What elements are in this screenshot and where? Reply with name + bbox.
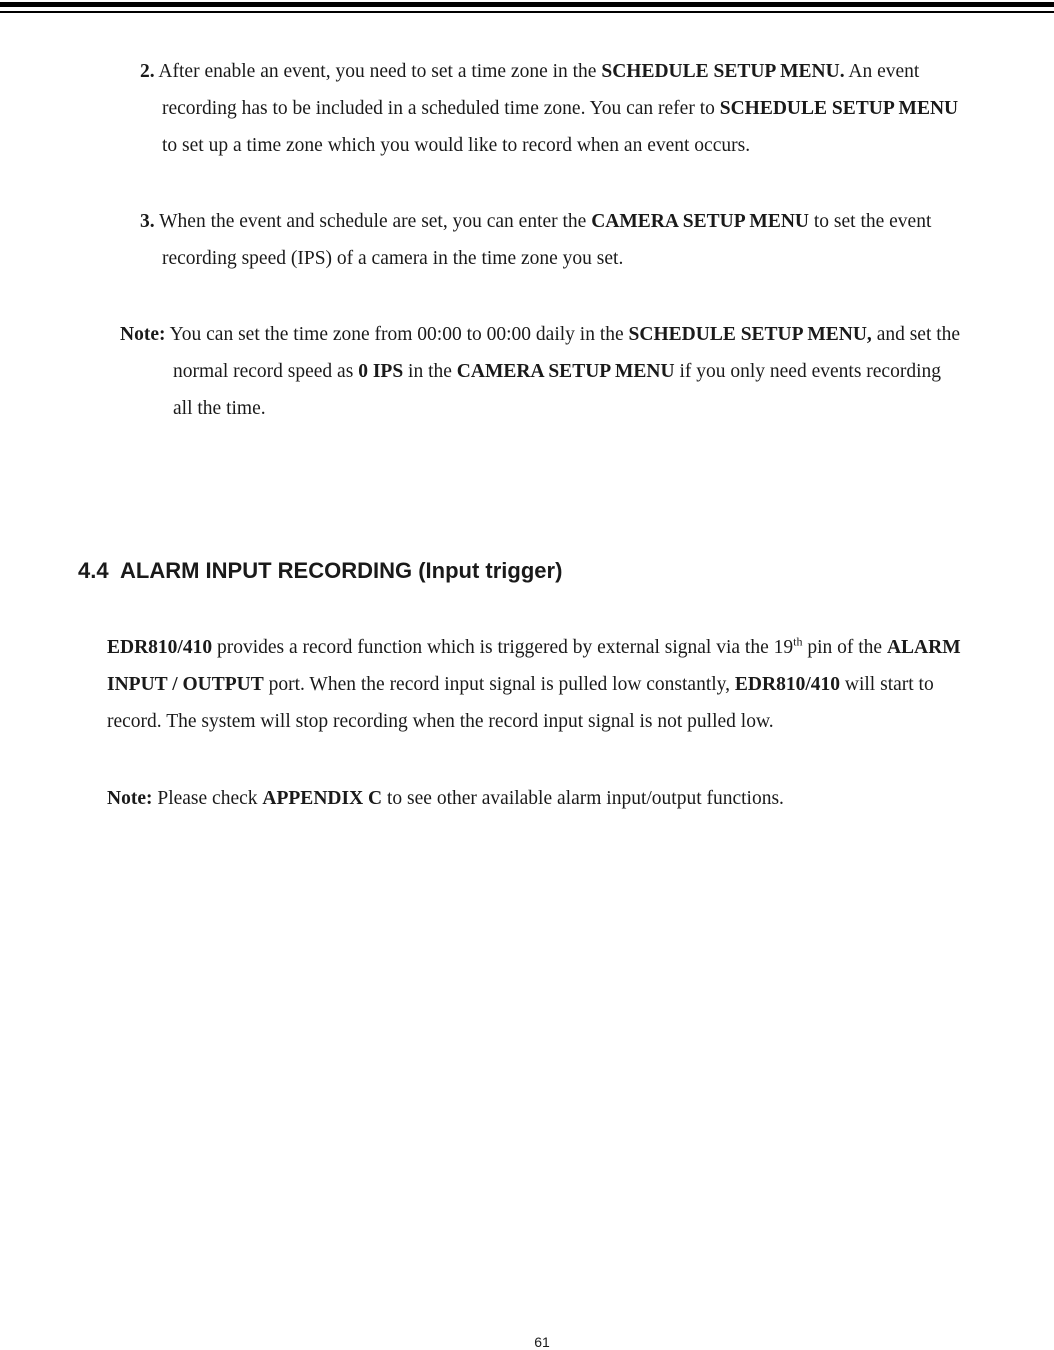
note-2-line: Note: Please check APPENDIX C to see other available alarm input/output functions. [107,788,784,809]
note-paragraph-1 [120,316,960,427]
section-heading: 4.4 ALARM INPUT RECORDING (Input trigger) [78,558,563,583]
step-3-number: 3. [140,211,155,232]
header-rule-thin [0,11,1054,13]
ordinal-suffix: th [793,634,803,649]
step-2-line-3: to set up a time zone which you would like to record when an event occurs. [162,135,751,156]
step-3-line-1: 3. When the event and schedule are set, you can enter the CAMERA SETUP MENU to set the event [140,211,932,232]
step-2-number: 2. [140,61,155,82]
note-paragraph-2 [107,780,784,817]
body-line-3: record. The system will stop recording when the record input signal is not pulled low. [107,711,774,732]
camera-setup-menu-ref: CAMERA SETUP MENU [591,211,809,232]
step-2-paragraph [140,53,958,164]
body-line-2: INPUT / OUTPUT port. When the record input signal is pulled low constantly, EDR810/410 will start to [107,674,934,695]
schedule-setup-menu-ref: SCHEDULE SETUP MENU [719,98,959,119]
header-rule-thick [0,2,1054,7]
step-2-line-2: recording has to be included in a scheduled time zone. You can refer to SCHEDULE SETUP MENU [162,98,959,119]
note-label: Note: [107,788,153,809]
note-1-line-1: Note: You can set the time zone from 00:00 to 00:00 daily in the SCHEDULE SETUP MENU, and set the [120,324,961,345]
step-3-line-2: recording speed (IPS) of a camera in the time zone you set. [162,248,624,269]
note-1-line-3: all the time. [173,398,266,419]
step-2-line-1: 2. After enable an event, you need to set a time zone in the SCHEDULE SETUP MENU. An event [140,61,920,82]
schedule-setup-menu-ref: SCHEDULE SETUP MENU. [601,61,845,82]
alarm-port-ref: ALARM [886,637,961,658]
note-1-line-2: normal record speed as 0 IPS in the CAMERA SETUP MENU if you only need events recording [173,361,941,382]
step-3-paragraph [140,203,931,277]
model-name: EDR810/410 [107,637,213,658]
note-label: Note: [120,324,166,345]
schedule-setup-menu-ref: SCHEDULE SETUP MENU, [628,324,872,345]
body-line-1: EDR810/410 provides a record function which is triggered by external signal via the 19th pin of the ALARM [107,634,961,658]
zero-ips-ref: 0 IPS [358,361,404,382]
model-name: EDR810/410 [734,674,841,695]
camera-setup-menu-ref: CAMERA SETUP MENU [456,361,675,382]
alarm-input-paragraph [107,629,961,740]
page-number: 61 [534,1334,550,1350]
alarm-port-ref: INPUT / OUTPUT [107,674,264,695]
appendix-c-ref: APPENDIX C [262,788,383,809]
